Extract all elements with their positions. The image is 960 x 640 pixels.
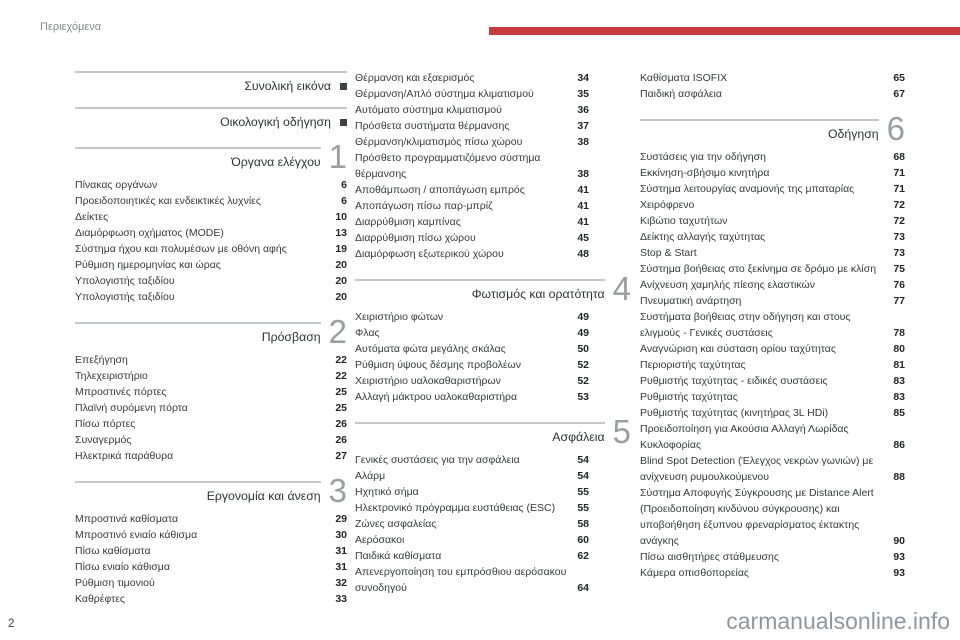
toc-entry-page: 93 bbox=[893, 567, 905, 579]
toc-entry-label: Ηλεκτρονικό πρόγραμμα ευστάθειας (ESC) bbox=[355, 502, 556, 514]
section-title: Οδήγηση bbox=[827, 127, 879, 141]
toc-entry bbox=[640, 277, 905, 293]
toc-entry-page: 41 bbox=[577, 184, 589, 196]
toc-entry bbox=[75, 368, 347, 384]
section-rule bbox=[355, 422, 605, 424]
toc-entry-page: 27 bbox=[335, 450, 347, 462]
toc-entry bbox=[640, 165, 905, 181]
toc-entry bbox=[640, 261, 905, 277]
toc-entry bbox=[640, 70, 905, 86]
toc-entry-label: Γενικές συστάσεις για την ασφάλεια bbox=[355, 454, 520, 466]
toc-entry bbox=[355, 548, 631, 564]
toc-entry-page: 65 bbox=[893, 72, 905, 84]
toc-entry bbox=[355, 468, 631, 484]
toc-entry-label: Υπολογιστής ταξιδίου bbox=[75, 291, 175, 303]
toc-entry bbox=[355, 102, 631, 118]
toc-entry-page: 32 bbox=[335, 577, 347, 589]
toc-entry-label: Πίσω καθίσματα bbox=[75, 545, 151, 557]
toc-entry-page: 52 bbox=[577, 359, 589, 371]
section-number: 6 bbox=[886, 110, 905, 147]
toc-entry-page: 26 bbox=[335, 418, 347, 430]
toc-entry bbox=[75, 432, 347, 448]
toc-entry-page: 49 bbox=[577, 327, 589, 339]
toc-entry bbox=[355, 484, 631, 500]
toc-entry-page: 50 bbox=[577, 343, 589, 355]
section-heading-main bbox=[75, 71, 347, 94]
section-title: Όργανα ελέγχου bbox=[231, 155, 321, 169]
toc-entry bbox=[75, 448, 347, 464]
section-heading-row bbox=[75, 155, 321, 170]
toc-entry-page: 6 bbox=[341, 195, 347, 207]
section-heading-row bbox=[75, 79, 347, 94]
toc-entry-page: 41 bbox=[577, 200, 589, 212]
toc-entry-page: 58 bbox=[577, 518, 589, 530]
toc-entry-page: 68 bbox=[893, 151, 905, 163]
toc-entry-label: Πνευματική ανάρτηση bbox=[640, 295, 742, 307]
toc-entry-label: Παιδική ασφάλεια bbox=[640, 88, 722, 100]
section-heading bbox=[75, 313, 347, 350]
toc-entry-label: Καθρέφτες bbox=[75, 593, 125, 605]
toc-entry-page: 62 bbox=[577, 550, 589, 562]
toc-entry-label: Ηχητικό σήμα bbox=[355, 486, 419, 498]
toc-entry-label: Καθίσματα ISOFIX bbox=[640, 72, 728, 84]
toc-entry-page: 45 bbox=[577, 232, 589, 244]
section-heading-main bbox=[75, 107, 347, 130]
toc-entry-page: 67 bbox=[893, 88, 905, 100]
toc-entry-page: 41 bbox=[577, 216, 589, 228]
toc-entry-page: 83 bbox=[893, 391, 905, 403]
toc-entry-label: Επεξήγηση bbox=[75, 354, 128, 366]
toc-entry-label: Φλας bbox=[355, 327, 380, 339]
toc-entry-label: Αλλαγή μάκτρου υαλοκαθαριστήρα bbox=[355, 391, 518, 403]
toc-entry bbox=[75, 400, 347, 416]
toc-entry-page: 35 bbox=[577, 88, 589, 100]
toc-entry-label: Stop & Start bbox=[640, 247, 697, 259]
toc-entry-label: Ρύθμιση τιμονιού bbox=[75, 577, 155, 589]
toc-entry-label: Σύστημα ήχου και πολυμέσων με οθόνη αφής bbox=[75, 243, 287, 255]
toc-entry-label: Χειριστήριο φώτων bbox=[355, 311, 444, 323]
toc-entry-page: 10 bbox=[335, 211, 347, 223]
toc-entry-page: 80 bbox=[893, 343, 905, 355]
toc-entry-page: 86 bbox=[893, 439, 905, 451]
toc-entry-page: 73 bbox=[893, 247, 905, 259]
toc-entry-page: 49 bbox=[577, 311, 589, 323]
section-heading bbox=[355, 270, 631, 307]
toc-entry bbox=[355, 86, 631, 102]
toc-entry bbox=[640, 149, 905, 165]
toc-entry-label: Ρυθμιστής ταχύτητας (κινητήρας 3L HDi) bbox=[640, 407, 829, 419]
toc-entry-label: Τηλεχειριστήριο bbox=[75, 370, 148, 382]
toc-entry bbox=[75, 511, 347, 527]
toc-entry-label: Πλαϊνή συρόμενη πόρτα bbox=[75, 402, 188, 414]
toc-entry-label: Αναγνώριση και σύσταση ορίου ταχύτητας bbox=[640, 343, 836, 355]
section-rule bbox=[75, 481, 321, 483]
section-title: Φωτισμός και ορατότητα bbox=[471, 287, 605, 301]
toc-entry-page: 93 bbox=[893, 551, 905, 563]
toc-entry-page: 60 bbox=[577, 534, 589, 546]
section-heading bbox=[75, 472, 347, 509]
toc-entry bbox=[355, 325, 631, 341]
toc-entry-label: Σύστημα λειτουργίας αναμονής της μπαταρίας bbox=[640, 183, 855, 195]
toc-entry-label: Ηλεκτρικά παράθυρα bbox=[75, 450, 174, 462]
toc-entry bbox=[640, 245, 905, 261]
section-heading-main bbox=[75, 322, 321, 345]
toc-entry-page: 76 bbox=[893, 279, 905, 291]
toc-entry-label: Πίσω ενιαίο κάθισμα bbox=[75, 561, 170, 573]
toc-column-middle bbox=[355, 70, 631, 596]
section-heading-row bbox=[640, 127, 879, 142]
toc-entry bbox=[75, 352, 347, 368]
toc-entry bbox=[355, 150, 631, 182]
toc-entry-label: Blind Spot Detection (Έλεγχος νεκρών γωνιών) με ανίχνευση ρυμουλκούμενου bbox=[640, 455, 874, 483]
toc-entry bbox=[355, 230, 631, 246]
toc-entry-label: Πρόσθετο προγραμματιζόμενο σύστημα θέρμανσης bbox=[355, 152, 541, 180]
toc-entry bbox=[355, 373, 631, 389]
toc-entry-page: 20 bbox=[335, 291, 347, 303]
toc-entry-label: Μπροστινά καθίσματα bbox=[75, 513, 179, 525]
toc-entry bbox=[355, 118, 631, 134]
toc-entry bbox=[640, 373, 905, 389]
section-title: Ασφάλεια bbox=[552, 430, 605, 444]
section-heading-row bbox=[355, 287, 605, 302]
toc-entry bbox=[355, 532, 631, 548]
toc-entry-label: Διαμόρφωση οχήματος (MODE) bbox=[75, 227, 224, 239]
toc-entry-label: Εκκίνηση-σβήσιμο κινητήρα bbox=[640, 167, 770, 179]
toc-entry-label: Χειρόφρενο bbox=[640, 199, 695, 211]
toc-entry-label: Θέρμανση και εξαερισμός bbox=[355, 72, 475, 84]
toc-entry-page: 52 bbox=[577, 375, 589, 387]
section-rule bbox=[355, 279, 605, 281]
toc-entry-page: 20 bbox=[335, 259, 347, 271]
toc-entry-page: 29 bbox=[335, 513, 347, 525]
toc-entry-label: Συστάσεις για την οδήγηση bbox=[640, 151, 766, 163]
toc-entry bbox=[355, 500, 631, 516]
toc-entry-page: 34 bbox=[577, 72, 589, 84]
section-number: 4 bbox=[612, 270, 631, 307]
toc-entry-page: 6 bbox=[341, 179, 347, 191]
toc-entry-list bbox=[75, 177, 347, 305]
toc-entry-label: Απενεργοποίηση του εμπρόσθιου αερόσακου συνοδηγού bbox=[355, 566, 567, 594]
toc-entry-label: Αποθάμπωση / αποπάγωση εμπρός bbox=[355, 184, 525, 196]
section-title: Συνολική εικόνα bbox=[244, 79, 331, 93]
toc-entry bbox=[75, 559, 347, 575]
toc-entry-page: 22 bbox=[335, 370, 347, 382]
toc-entry-page: 53 bbox=[577, 391, 589, 403]
toc-entry bbox=[75, 575, 347, 591]
toc-entry-label: Πίσω πόρτες bbox=[75, 418, 136, 430]
toc-entry-list bbox=[640, 149, 905, 581]
toc-entry-label: Πίνακας οργάνων bbox=[75, 179, 158, 191]
toc-entry-page: 26 bbox=[335, 434, 347, 446]
toc-entry-label: Μπροστινό ενιαίο κάθισμα bbox=[75, 529, 198, 541]
section-heading-main bbox=[75, 481, 321, 504]
toc-entry-label: Συναγερμός bbox=[75, 434, 132, 446]
toc-entry-page: 54 bbox=[577, 470, 589, 482]
toc-entry-page: 37 bbox=[577, 120, 589, 132]
toc-entry-page: 33 bbox=[335, 593, 347, 605]
toc-entry-page: 75 bbox=[893, 263, 905, 275]
section-title: Πρόσβαση bbox=[261, 330, 321, 344]
toc-entry bbox=[355, 309, 631, 325]
toc-entry-page: 38 bbox=[577, 136, 589, 148]
toc-entry bbox=[355, 564, 631, 596]
toc-entry bbox=[355, 70, 631, 86]
toc-entry-label: Υπολογιστής ταξιδίου bbox=[75, 275, 175, 287]
section-heading-main bbox=[355, 422, 605, 445]
toc-entry bbox=[640, 213, 905, 229]
toc-entry-label: Κιβώτιο ταχυτήτων bbox=[640, 215, 728, 227]
toc-entry bbox=[640, 485, 905, 549]
section-rule bbox=[75, 147, 321, 149]
section-number: 2 bbox=[328, 313, 347, 350]
toc-entry-page: 25 bbox=[335, 386, 347, 398]
section-heading bbox=[640, 110, 905, 147]
toc-entry-page: 81 bbox=[893, 359, 905, 371]
section-rule bbox=[75, 107, 347, 109]
toc-entry bbox=[355, 389, 631, 405]
toc-entry-page: 31 bbox=[335, 545, 347, 557]
toc-entry-page: 38 bbox=[577, 168, 589, 180]
section-heading bbox=[75, 107, 347, 130]
toc-entry-label: Ανίχνευση χαμηλής πίεσης ελαστικών bbox=[640, 279, 816, 291]
toc-entry-label: Προειδοποίηση για Ακούσια Αλλαγή Λωρίδας Κυκλοφορίας bbox=[640, 423, 849, 451]
toc-entry-page: 72 bbox=[893, 199, 905, 211]
toc-entry bbox=[75, 384, 347, 400]
section-number: 5 bbox=[612, 413, 631, 450]
toc-entry-label: Θέρμανση/Απλό σύστημα κλιματισμού bbox=[355, 88, 534, 100]
toc-entry-page: 72 bbox=[893, 215, 905, 227]
toc-entry-page: 30 bbox=[335, 529, 347, 541]
toc-entry-label: Δείκτης αλλαγής ταχύτητας bbox=[640, 231, 766, 243]
toc-entry-list bbox=[640, 70, 905, 102]
section-heading-row bbox=[355, 430, 605, 445]
toc-entry bbox=[355, 452, 631, 468]
section-heading-main bbox=[75, 147, 321, 170]
section-heading-row bbox=[75, 489, 321, 504]
toc-entry-label: Ρύθμιση ημερομηνίας και ώρας bbox=[75, 259, 221, 271]
square-bullet-icon bbox=[340, 119, 347, 126]
toc-entry bbox=[355, 182, 631, 198]
toc-column-left bbox=[75, 58, 347, 607]
section-rule bbox=[75, 71, 347, 73]
toc-entry-label: Ρυθμιστής ταχύτητας bbox=[640, 391, 738, 403]
toc-column-right bbox=[640, 70, 905, 581]
section-heading-row bbox=[75, 330, 321, 345]
toc-entry bbox=[640, 389, 905, 405]
toc-entry bbox=[75, 257, 347, 273]
contents-header-label: Περιεχόμενα bbox=[40, 21, 102, 33]
toc-entry-label: Ρύθμιση ύψους δέσμης προβολέων bbox=[355, 359, 521, 371]
section-title: Εργονομία και άνεση bbox=[206, 489, 321, 503]
toc-entry bbox=[640, 197, 905, 213]
toc-entry-page: 90 bbox=[893, 535, 905, 547]
toc-entry bbox=[75, 289, 347, 305]
section-heading bbox=[355, 413, 631, 450]
toc-entry bbox=[75, 416, 347, 432]
toc-entry-label: Μπροστινές πόρτες bbox=[75, 386, 167, 398]
toc-entry bbox=[355, 246, 631, 262]
watermark-text: carmanualsonline.info bbox=[726, 608, 950, 634]
section-number: 3 bbox=[328, 472, 347, 509]
toc-entry-label: Σύστημα βοήθειας στο ξεκίνημα σε δρόμο με κλίση bbox=[640, 263, 877, 275]
toc-entry bbox=[640, 565, 905, 581]
toc-entry bbox=[75, 273, 347, 289]
toc-entry-label: Διαρρύθμιση καμπίνας bbox=[355, 216, 461, 228]
header-accent-bar bbox=[489, 27, 960, 35]
toc-entry bbox=[75, 225, 347, 241]
toc-entry-label: Αυτόματα φώτα μεγάλης σκάλας bbox=[355, 343, 506, 355]
toc-entry-page: 77 bbox=[893, 295, 905, 307]
toc-entry-label: Αποπάγωση πίσω παρ-μπρίζ bbox=[355, 200, 493, 212]
toc-entry-label: Πίσω αισθητήρες στάθμευσης bbox=[640, 551, 779, 563]
toc-entry-page: 54 bbox=[577, 454, 589, 466]
toc-entry bbox=[75, 193, 347, 209]
toc-entry-label: Πρόσθετα συστήματα θέρμανσης bbox=[355, 120, 510, 132]
toc-entry bbox=[640, 181, 905, 197]
toc-entry bbox=[355, 341, 631, 357]
toc-entry-label: Περιοριστής ταχύτητας bbox=[640, 359, 746, 371]
toc-entry bbox=[75, 241, 347, 257]
toc-entry bbox=[75, 527, 347, 543]
toc-entry-page: 55 bbox=[577, 502, 589, 514]
toc-entry-page: 64 bbox=[577, 582, 589, 594]
toc-entry bbox=[355, 214, 631, 230]
toc-entry-page: 78 bbox=[893, 327, 905, 339]
toc-entry-label: Αλάρμ bbox=[355, 470, 386, 482]
toc-entry-page: 73 bbox=[893, 231, 905, 243]
toc-entry-label: Συστήματα βοήθειας στην οδήγηση και στους ελιγμούς - Γενικές συστάσεις bbox=[640, 311, 851, 339]
toc-entry-label: Αερόσακοι bbox=[355, 534, 405, 546]
section-heading bbox=[75, 138, 347, 175]
toc-entry-page: 48 bbox=[577, 248, 589, 260]
toc-entry-list bbox=[355, 309, 631, 405]
toc-entry-label: Προειδοποιητικές και ενδεικτικές λυχνίες bbox=[75, 195, 261, 207]
toc-entry bbox=[640, 341, 905, 357]
toc-entry-page: 55 bbox=[577, 486, 589, 498]
toc-entry bbox=[355, 198, 631, 214]
toc-entry-label: Διαμόρφωση εξωτερικού χώρου bbox=[355, 248, 504, 260]
toc-entry bbox=[640, 405, 905, 421]
section-heading-row bbox=[75, 115, 347, 130]
section-rule bbox=[75, 322, 321, 324]
toc-entry bbox=[75, 209, 347, 225]
toc-entry-label: Θέρμανση/κλιματισμός πίσω χώρου bbox=[355, 136, 523, 148]
toc-entry-page: 88 bbox=[893, 471, 905, 483]
toc-entry bbox=[75, 177, 347, 193]
toc-entry-page: 36 bbox=[577, 104, 589, 116]
toc-entry-list bbox=[75, 511, 347, 607]
toc-entry-label: Αυτόματο σύστημα κλιματισμού bbox=[355, 104, 502, 116]
toc-entry bbox=[640, 421, 905, 453]
section-title: Οικολογική οδήγηση bbox=[220, 115, 331, 129]
section-heading-main bbox=[640, 119, 879, 142]
toc-entry-list bbox=[75, 352, 347, 464]
toc-entry-page: 31 bbox=[335, 561, 347, 573]
toc-entry-page: 22 bbox=[335, 354, 347, 366]
toc-entry-label: Χειριστήριο υαλοκαθαριστήρων bbox=[355, 375, 501, 387]
toc-entry-label: Κάμερα οπισθοπορείας bbox=[640, 567, 749, 579]
section-heading-main bbox=[355, 279, 605, 302]
section-heading bbox=[75, 71, 347, 94]
toc-entry-page: 20 bbox=[335, 275, 347, 287]
toc-entry-label: Παιδικά καθίσματα bbox=[355, 550, 442, 562]
toc-entry bbox=[355, 357, 631, 373]
page-number: 2 bbox=[8, 618, 15, 630]
toc-entry bbox=[640, 293, 905, 309]
toc-entry bbox=[75, 591, 347, 607]
toc-entry bbox=[640, 453, 905, 485]
toc-entry bbox=[640, 549, 905, 565]
toc-entry bbox=[640, 229, 905, 245]
toc-entry-page: 85 bbox=[893, 407, 905, 419]
toc-entry-label: Σύστημα Αποφυγής Σύγκρουσης με Distance Alert (Προειδοποίηση κινδύνου σύγκρουσης) και υποβοήθηση έξυπνου φρεναρίσματος έκτακτης ανάγκης bbox=[640, 487, 874, 547]
toc-entry-label: Ζώνες ασφαλείας bbox=[355, 518, 437, 530]
toc-entry bbox=[355, 134, 631, 150]
toc-entry-page: 13 bbox=[335, 227, 347, 239]
toc-entry-page: 25 bbox=[335, 402, 347, 414]
toc-entry-label: Ρυθμιστής ταχύτητας - ειδικές συστάσεις bbox=[640, 375, 828, 387]
toc-entry bbox=[640, 357, 905, 373]
toc-entry bbox=[640, 309, 905, 341]
square-bullet-icon bbox=[340, 83, 347, 90]
toc-entry-page: 83 bbox=[893, 375, 905, 387]
toc-entry-list bbox=[355, 452, 631, 596]
toc-entry-list bbox=[355, 70, 631, 262]
toc-entry bbox=[355, 516, 631, 532]
toc-entry bbox=[75, 543, 347, 559]
toc-entry-label: Διαρρύθμιση πίσω χώρου bbox=[355, 232, 476, 244]
toc-entry bbox=[640, 86, 905, 102]
toc-entry-page: 71 bbox=[893, 167, 905, 179]
toc-entry-label: Δείκτες bbox=[75, 211, 109, 223]
section-number: 1 bbox=[328, 138, 347, 175]
section-rule bbox=[640, 119, 879, 121]
toc-entry-page: 19 bbox=[335, 243, 347, 255]
toc-entry-page: 71 bbox=[893, 183, 905, 195]
